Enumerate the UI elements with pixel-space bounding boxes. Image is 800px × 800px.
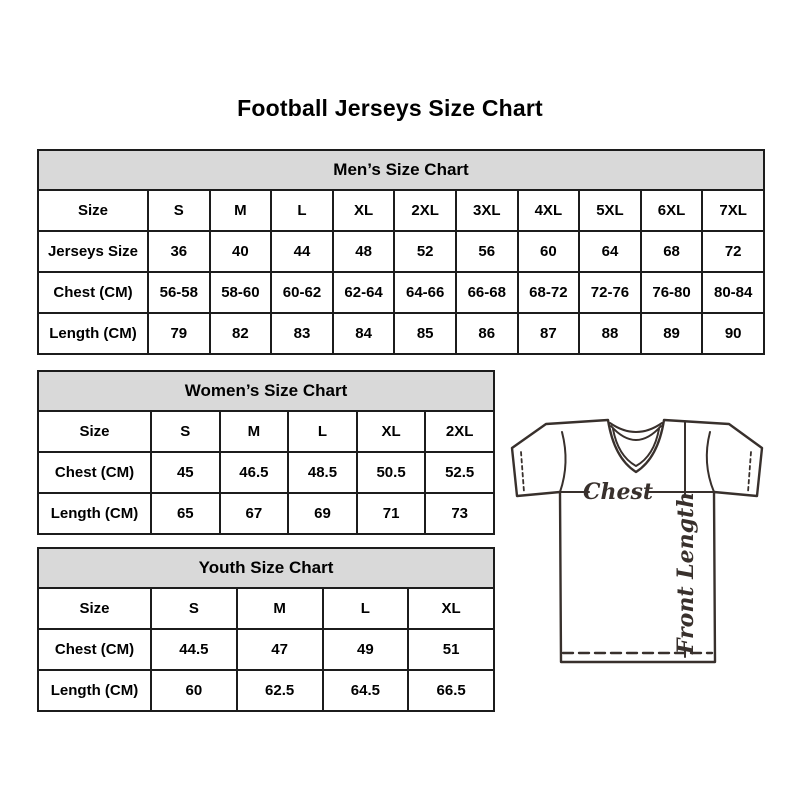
row-header-cell: Jerseys Size bbox=[38, 231, 148, 272]
value-cell: 72-76 bbox=[579, 272, 641, 313]
right-sleeve-dashed-seam bbox=[748, 452, 751, 492]
value-cell: 44.5 bbox=[151, 629, 237, 670]
value-cell: L bbox=[323, 588, 409, 629]
value-cell: 90 bbox=[702, 313, 764, 354]
value-cell: 5XL bbox=[579, 190, 641, 231]
value-cell: 48 bbox=[333, 231, 395, 272]
page-title: Football Jerseys Size Chart bbox=[237, 95, 543, 121]
value-cell: 45 bbox=[151, 452, 220, 493]
table-row bbox=[38, 452, 494, 493]
row-header-cell: Size bbox=[38, 411, 151, 452]
row-header-cell: Chest (CM) bbox=[38, 629, 151, 670]
value-cell: 47 bbox=[237, 629, 323, 670]
table-row bbox=[38, 493, 494, 534]
row-header-cell: Length (CM) bbox=[38, 313, 148, 354]
youth-table-title: Youth Size Chart bbox=[38, 548, 494, 588]
row-header-cell: Length (CM) bbox=[38, 493, 151, 534]
value-cell: 46.5 bbox=[220, 452, 289, 493]
value-cell: 60 bbox=[518, 231, 580, 272]
chest-label: Chest bbox=[582, 479, 654, 505]
value-cell: 67 bbox=[220, 493, 289, 534]
mens-table-title: Men’s Size Chart bbox=[38, 150, 764, 190]
value-cell: XL bbox=[357, 411, 426, 452]
value-cell: 83 bbox=[271, 313, 333, 354]
mens-size-table bbox=[37, 149, 765, 355]
value-cell: 68-72 bbox=[518, 272, 580, 313]
value-cell: 71 bbox=[357, 493, 426, 534]
value-cell: 3XL bbox=[456, 190, 518, 231]
value-cell: 76-80 bbox=[641, 272, 703, 313]
value-cell: 2XL bbox=[425, 411, 494, 452]
value-cell: 36 bbox=[148, 231, 210, 272]
value-cell: 60 bbox=[151, 670, 237, 711]
value-cell: S bbox=[151, 411, 220, 452]
table-title-row bbox=[38, 150, 764, 190]
value-cell: 7XL bbox=[702, 190, 764, 231]
jersey-illustration bbox=[498, 408, 770, 680]
youth-size-table bbox=[37, 547, 495, 712]
value-cell: S bbox=[148, 190, 210, 231]
table-row bbox=[38, 272, 764, 313]
row-header-cell: Size bbox=[38, 588, 151, 629]
value-cell: 82 bbox=[210, 313, 272, 354]
value-cell: 2XL bbox=[394, 190, 456, 231]
value-cell: 79 bbox=[148, 313, 210, 354]
table-row bbox=[38, 313, 764, 354]
value-cell: 66.5 bbox=[408, 670, 494, 711]
value-cell: XL bbox=[408, 588, 494, 629]
value-cell: 64 bbox=[579, 231, 641, 272]
value-cell: 44 bbox=[271, 231, 333, 272]
value-cell: 51 bbox=[408, 629, 494, 670]
value-cell: 62.5 bbox=[237, 670, 323, 711]
value-cell: 86 bbox=[456, 313, 518, 354]
value-cell: 50.5 bbox=[357, 452, 426, 493]
table-row bbox=[38, 670, 494, 711]
value-cell: 84 bbox=[333, 313, 395, 354]
value-cell: 89 bbox=[641, 313, 703, 354]
value-cell: 60-62 bbox=[271, 272, 333, 313]
womens-table-title: Women’s Size Chart bbox=[38, 371, 494, 411]
value-cell: M bbox=[220, 411, 289, 452]
table-row bbox=[38, 629, 494, 670]
front-length-label: Front Length bbox=[673, 491, 699, 655]
value-cell: L bbox=[271, 190, 333, 231]
value-cell: 56 bbox=[456, 231, 518, 272]
value-cell: S bbox=[151, 588, 237, 629]
value-cell: 58-60 bbox=[210, 272, 272, 313]
collar-inner-arc-1 bbox=[610, 423, 662, 432]
table-row bbox=[38, 588, 494, 629]
value-cell: 80-84 bbox=[702, 272, 764, 313]
value-cell: 87 bbox=[518, 313, 580, 354]
row-header-cell: Length (CM) bbox=[38, 670, 151, 711]
left-armhole-seam bbox=[560, 432, 566, 492]
womens-size-table bbox=[37, 370, 495, 535]
table-title-row bbox=[38, 548, 494, 588]
value-cell: 65 bbox=[151, 493, 220, 534]
value-cell: 68 bbox=[641, 231, 703, 272]
value-cell: 52 bbox=[394, 231, 456, 272]
value-cell: M bbox=[237, 588, 323, 629]
value-cell: 66-68 bbox=[456, 272, 518, 313]
value-cell: 56-58 bbox=[148, 272, 210, 313]
row-header-cell: Chest (CM) bbox=[38, 272, 148, 313]
table-row bbox=[38, 190, 764, 231]
value-cell: XL bbox=[333, 190, 395, 231]
row-header-cell: Size bbox=[38, 190, 148, 231]
value-cell: 64-66 bbox=[394, 272, 456, 313]
value-cell: 88 bbox=[579, 313, 641, 354]
jersey-measurement-diagram bbox=[498, 408, 770, 680]
value-cell: M bbox=[210, 190, 272, 231]
value-cell: 62-64 bbox=[333, 272, 395, 313]
value-cell: 48.5 bbox=[288, 452, 357, 493]
value-cell: 4XL bbox=[518, 190, 580, 231]
value-cell: 72 bbox=[702, 231, 764, 272]
value-cell: 69 bbox=[288, 493, 357, 534]
value-cell: 52.5 bbox=[425, 452, 494, 493]
table-title-row bbox=[38, 371, 494, 411]
table-row bbox=[38, 411, 494, 452]
value-cell: 73 bbox=[425, 493, 494, 534]
value-cell: 85 bbox=[394, 313, 456, 354]
table-row bbox=[38, 231, 764, 272]
value-cell: 40 bbox=[210, 231, 272, 272]
left-sleeve-dashed-seam bbox=[521, 452, 524, 492]
value-cell: 6XL bbox=[641, 190, 703, 231]
value-cell: L bbox=[288, 411, 357, 452]
right-armhole-seam bbox=[707, 432, 714, 492]
value-cell: 49 bbox=[323, 629, 409, 670]
jersey-outline-shape bbox=[512, 420, 762, 662]
value-cell: 64.5 bbox=[323, 670, 409, 711]
row-header-cell: Chest (CM) bbox=[38, 452, 151, 493]
